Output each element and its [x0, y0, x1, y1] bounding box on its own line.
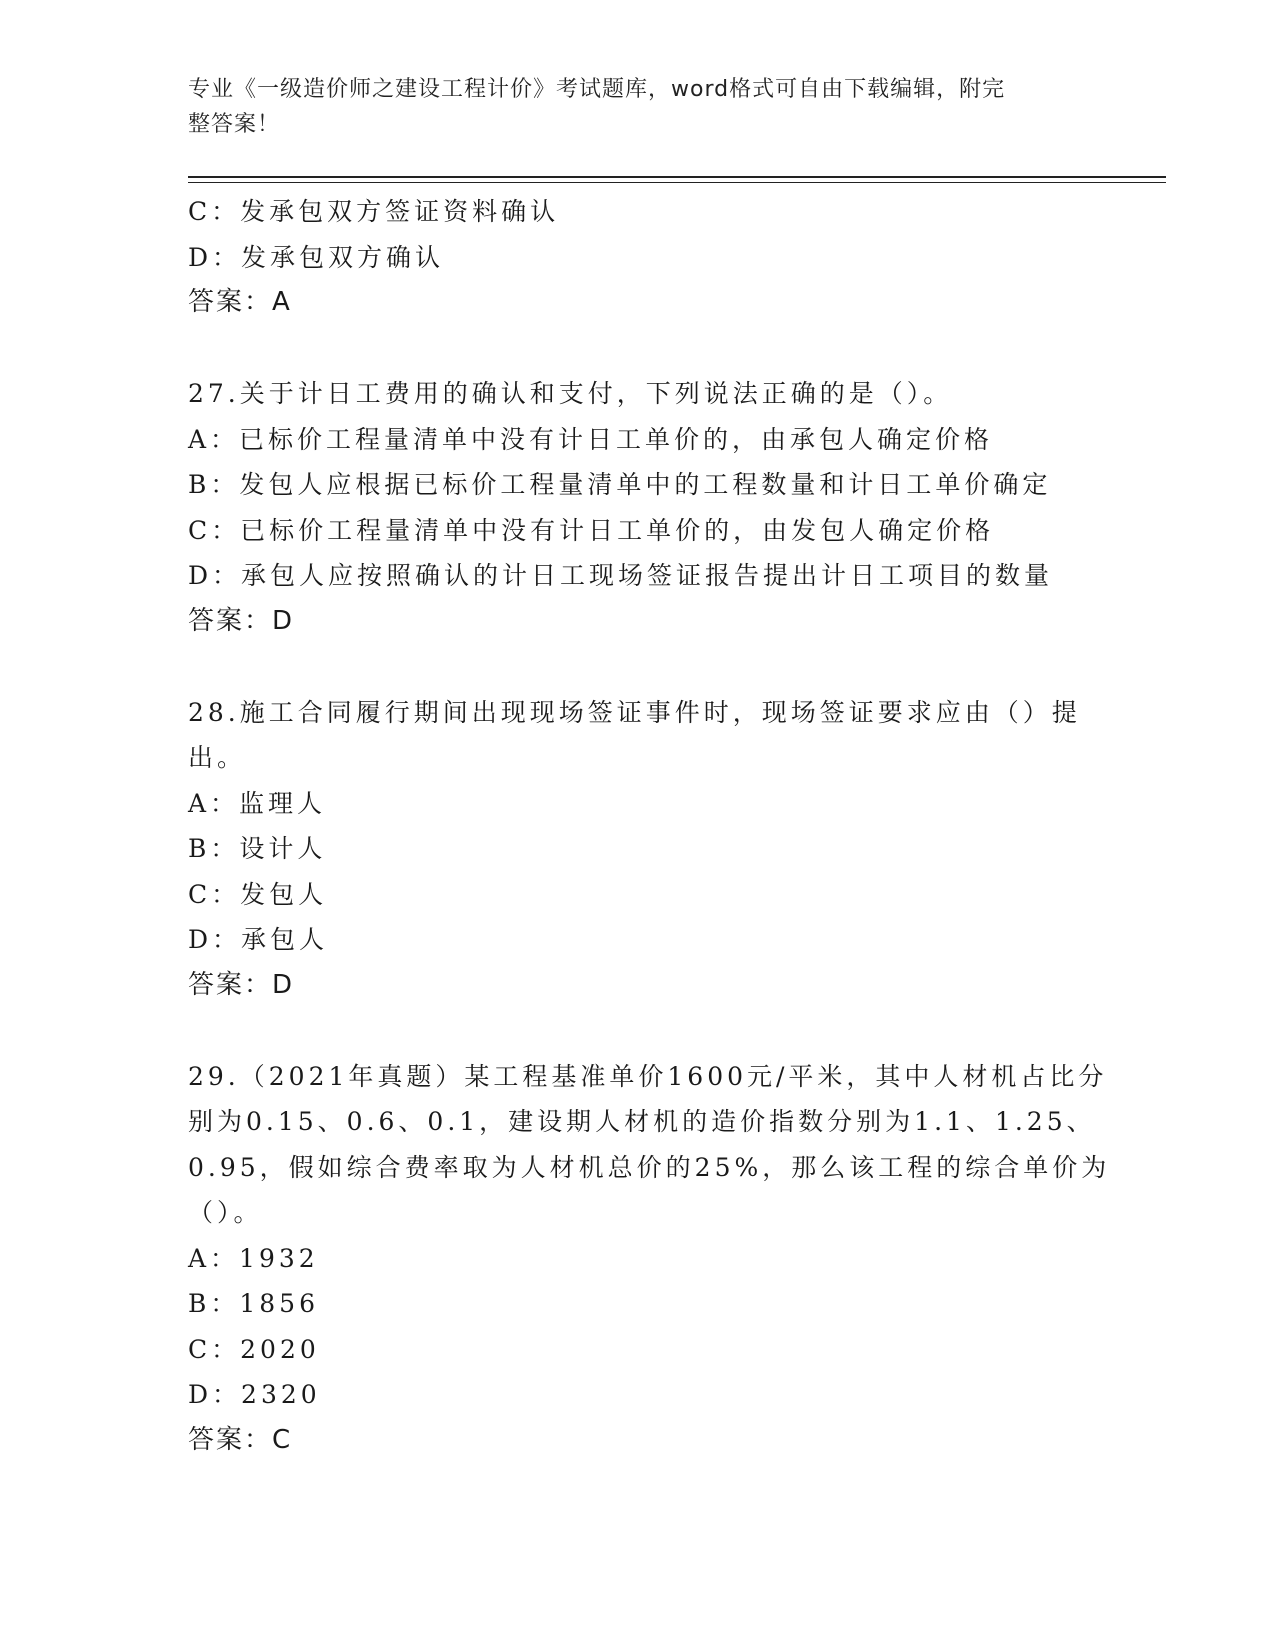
question-text-line-1: 29.（2021年真题）某工程基准单价1600元/平米，其中人材机占比分	[188, 1061, 1108, 1091]
question-text-line-4: （）。	[188, 1198, 263, 1227]
option-a: A：监理人	[188, 788, 327, 818]
answer-line: 答案：C	[188, 1424, 293, 1455]
option-d: D：承包人应按照确认的计日工现场签证报告提出计日工项目的数量	[188, 561, 1054, 590]
option-c: C：发包人	[188, 879, 328, 909]
header-line-1: 专业《一级造价师之建设工程计价》考试题库，word格式可自由下载编辑，附完	[188, 77, 1006, 102]
question-content	[188, 189, 1111, 1463]
spacer	[188, 326, 1088, 372]
header-line-2: 整答案！	[188, 112, 281, 137]
question-text: 27.关于计日工费用的确认和支付，下列说法正确的是（）。	[188, 379, 953, 408]
header-rule-thick	[188, 176, 1166, 178]
option-d: D：发承包双方确认	[188, 242, 445, 272]
page-header	[188, 72, 1068, 142]
question-text-line-3: 0.95，假如综合费率取为人材机总价的25%，那么该工程的综合单价为	[188, 1152, 1111, 1182]
option-c: C：2020	[188, 1334, 320, 1364]
answer-line: 答案：D	[188, 969, 295, 1000]
question-block-28	[188, 690, 1088, 1009]
option-a: A：1932	[188, 1243, 319, 1273]
answer-line: 答案：D	[188, 605, 295, 636]
option-b: B：设计人	[188, 834, 327, 863]
spacer	[188, 1008, 1088, 1054]
option-c: C：发承包双方签证资料确认	[188, 197, 560, 226]
option-b: B：1856	[188, 1289, 319, 1318]
option-c: C：已标价工程量清单中没有计日工单价的，由发包人确定价格	[188, 515, 995, 545]
question-text-line-1: 28.施工合同履行期间出现现场签证事件时，现场签证要求应由（）提	[188, 697, 1081, 727]
header-rule-thin	[188, 182, 1166, 183]
question-block-27	[188, 371, 1088, 644]
option-d: D：承包人	[188, 925, 329, 954]
option-d: D：2320	[188, 1380, 321, 1409]
spacer	[188, 644, 1088, 690]
answer-line: 答案：A	[188, 287, 292, 317]
option-a: A：已标价工程量清单中没有计日工单价的，由承包人确定价格	[188, 424, 994, 454]
question-block-29	[188, 1054, 1111, 1464]
option-b: B：发包人应根据已标价工程量清单中的工程数量和计日工单价确定	[188, 470, 1052, 499]
question-text-line-2: 别为0.15、0.6、0.1，建设期人材机的造价指数分别为1.1、1.25、	[188, 1107, 1096, 1136]
question-text-line-2: 出。	[188, 743, 247, 772]
question-block-26	[188, 189, 1088, 326]
